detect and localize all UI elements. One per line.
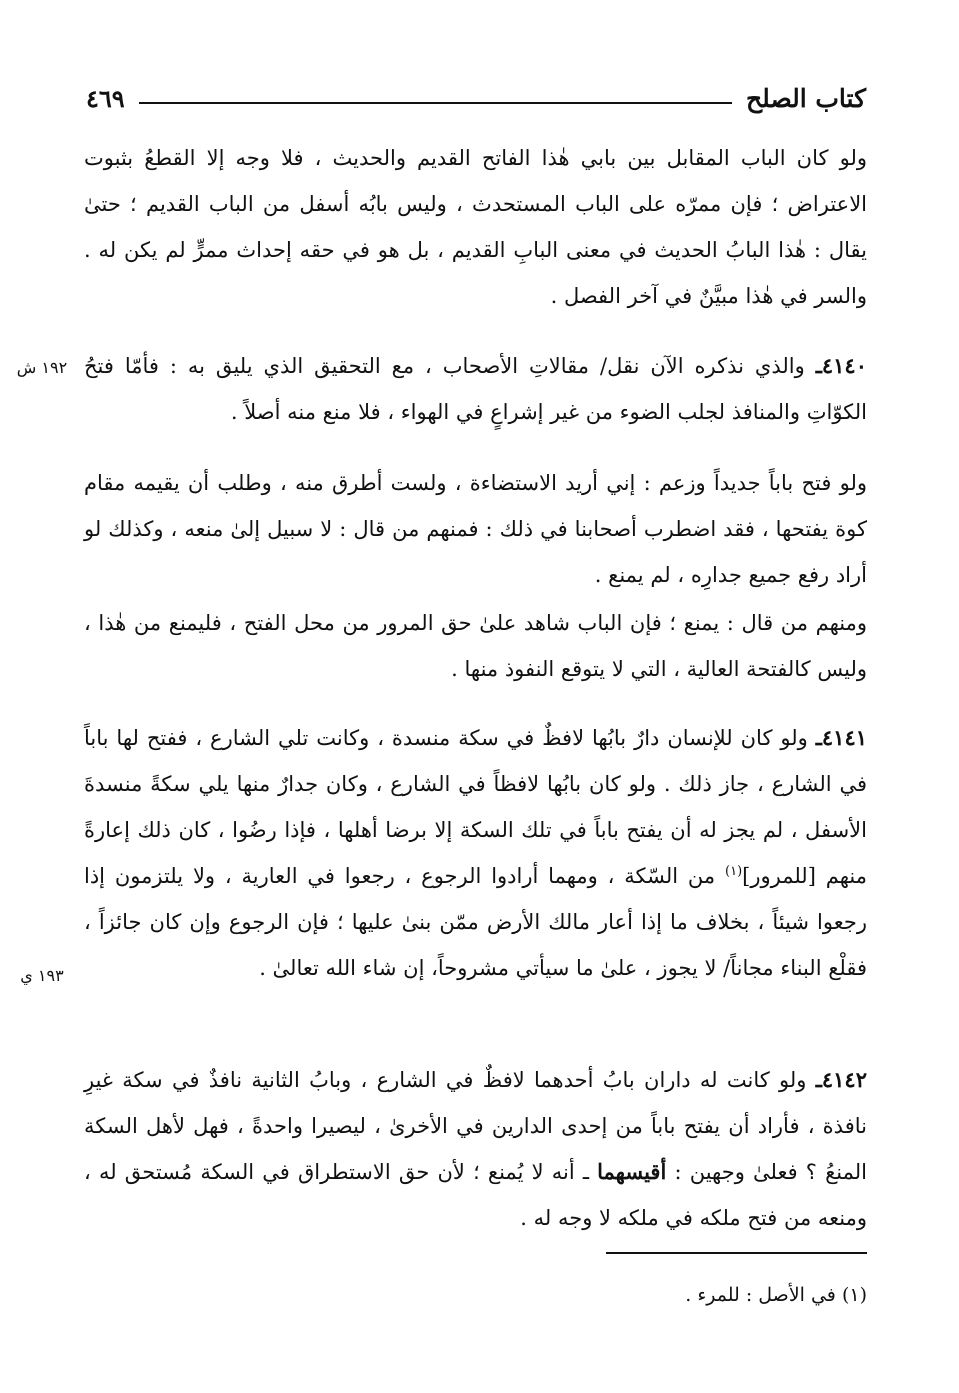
paragraph-3 bbox=[84, 460, 867, 598]
emphasized-term: أقيسهما bbox=[597, 1159, 667, 1184]
paragraph-1 bbox=[84, 135, 867, 319]
paragraph-4142 bbox=[84, 1057, 867, 1241]
paragraph-text: ولو فتح باباً جديداً وزعم : إني أريد الاستضاءة ، ولست أطرق منه ، وطلب أن يقيمه مقام كوة يفتحها ، فقد اضطرب أصحابنا في ذلك : فمنهم من قال : لا سبيل إلىٰ منعه ، وكذلك لو أراد رفع جميع جدارِه ، لم يمنع . bbox=[84, 471, 867, 587]
paragraph-text-continued: من السّكة ، ومهما أرادوا الرجوع ، رجعوا في العارية ، ولا يلتزمون إذا رجعوا شيئاً ، بخلاف ما إذا أعار مالك الأرض ممّن بنىٰ عليها ؛ فإن الرجوع وإن كان جائزاً ، فقلْع البناء مجاناً/ لا يجوز ، علىٰ ما سيأتي مشروحاً، إن شاء الله تعالىٰ . bbox=[84, 864, 867, 980]
footnote-number: (١) bbox=[841, 1284, 867, 1306]
paragraph-4141 bbox=[84, 715, 867, 991]
paragraph-text: ومنهم من قال : يمنع ؛ فإن الباب شاهد علىٰ حق المرور من محل الفتح ، فليمنع من هٰذا ، وليس كالفتحة العالية ، التي لا يتوقع النفوذ منها . bbox=[84, 611, 867, 681]
footnote-text: في الأصل : للمرء . bbox=[685, 1284, 836, 1306]
paragraph-4 bbox=[84, 600, 867, 692]
margin-note-folio: ١٩٢ ش bbox=[16, 358, 68, 377]
paragraph-text: ولو كان الباب المقابل بين بابي هٰذا الفاتح القديم والحديث ، فلا وجه إلا القطعُ بثبوت الاعتراض ؛ فإن ممرّه على الباب المستحدث ، وليس بابُه أسفل من الباب القديم ؛ حتىٰ يقال : هٰذا البابُ الحديث في معنى البابِ القديم ، بل هو في حقه إحداث ممرٍّ لم يكن له . والسر في هٰذا مبيَّنٌ في آخر الفصل . bbox=[84, 146, 867, 308]
footnote-reference: (١) bbox=[725, 864, 743, 879]
book-title: كتاب الصلح bbox=[746, 83, 866, 113]
footnote-divider bbox=[606, 1252, 867, 1254]
paragraph-number: ٤١٤٢ـ bbox=[815, 1067, 867, 1092]
paragraph-number: ٤١٤٠ـ bbox=[815, 353, 867, 378]
paragraph-text: ولو كان للإنسان دارٌ بابُها لافظٌ في سكة منسدة ، وكانت تلي الشارع ، ففتح لها باباً في الشارع ، جاز ذلك . ولو كان بابُها لافظاً في الشارع ، وكان جدارٌ منها يلي سكةً منسدةَ الأسفل ، لم يجز له أن يفتح باباً في تلك السكة إلا برضا أهلها ، فإذا رضُوا ، كان ذلك إعارةً منهم [للمرور] bbox=[84, 726, 867, 888]
paragraph-text: ولو كانت له داران بابُ أحدهما لافظٌ في الشارع ، وبابُ الثانية نافذٌ في سكة غيرِ نافذة ، فأراد أن يفتح باباً من إحدى الدارين في الأخرىٰ ، ليصيرا واحدةً ، فهل لأهل السكة المنعُ ؟ فعلىٰ وجهين : bbox=[84, 1068, 867, 1184]
paragraph-text-continued: ـ أنه لا يُمنع ؛ لأن حق الاستطراق في السكة مُستحق له ، ومنعه من فتح ملكه في ملكه لا وجه له . bbox=[84, 1160, 867, 1230]
paragraph-text: والذي نذكره الآن نقل/ مقالاتِ الأصحاب ، مع التحقيق الذي يليق به : فأمّا فتحُ الكوّاتِ والمنافذ لجلب الضوء من غير إشراعٍ في الهواء ، فلا منع منه أصلاً . bbox=[84, 354, 867, 424]
paragraph-number: ٤١٤١ـ bbox=[815, 725, 868, 750]
page-header bbox=[86, 78, 866, 118]
page-number: ٤٦٩ bbox=[86, 83, 125, 113]
header-rule bbox=[139, 102, 732, 104]
margin-note-folio: ١٩٣ ي bbox=[20, 966, 64, 985]
footnote bbox=[84, 1280, 867, 1310]
paragraph-4140 bbox=[84, 343, 867, 435]
